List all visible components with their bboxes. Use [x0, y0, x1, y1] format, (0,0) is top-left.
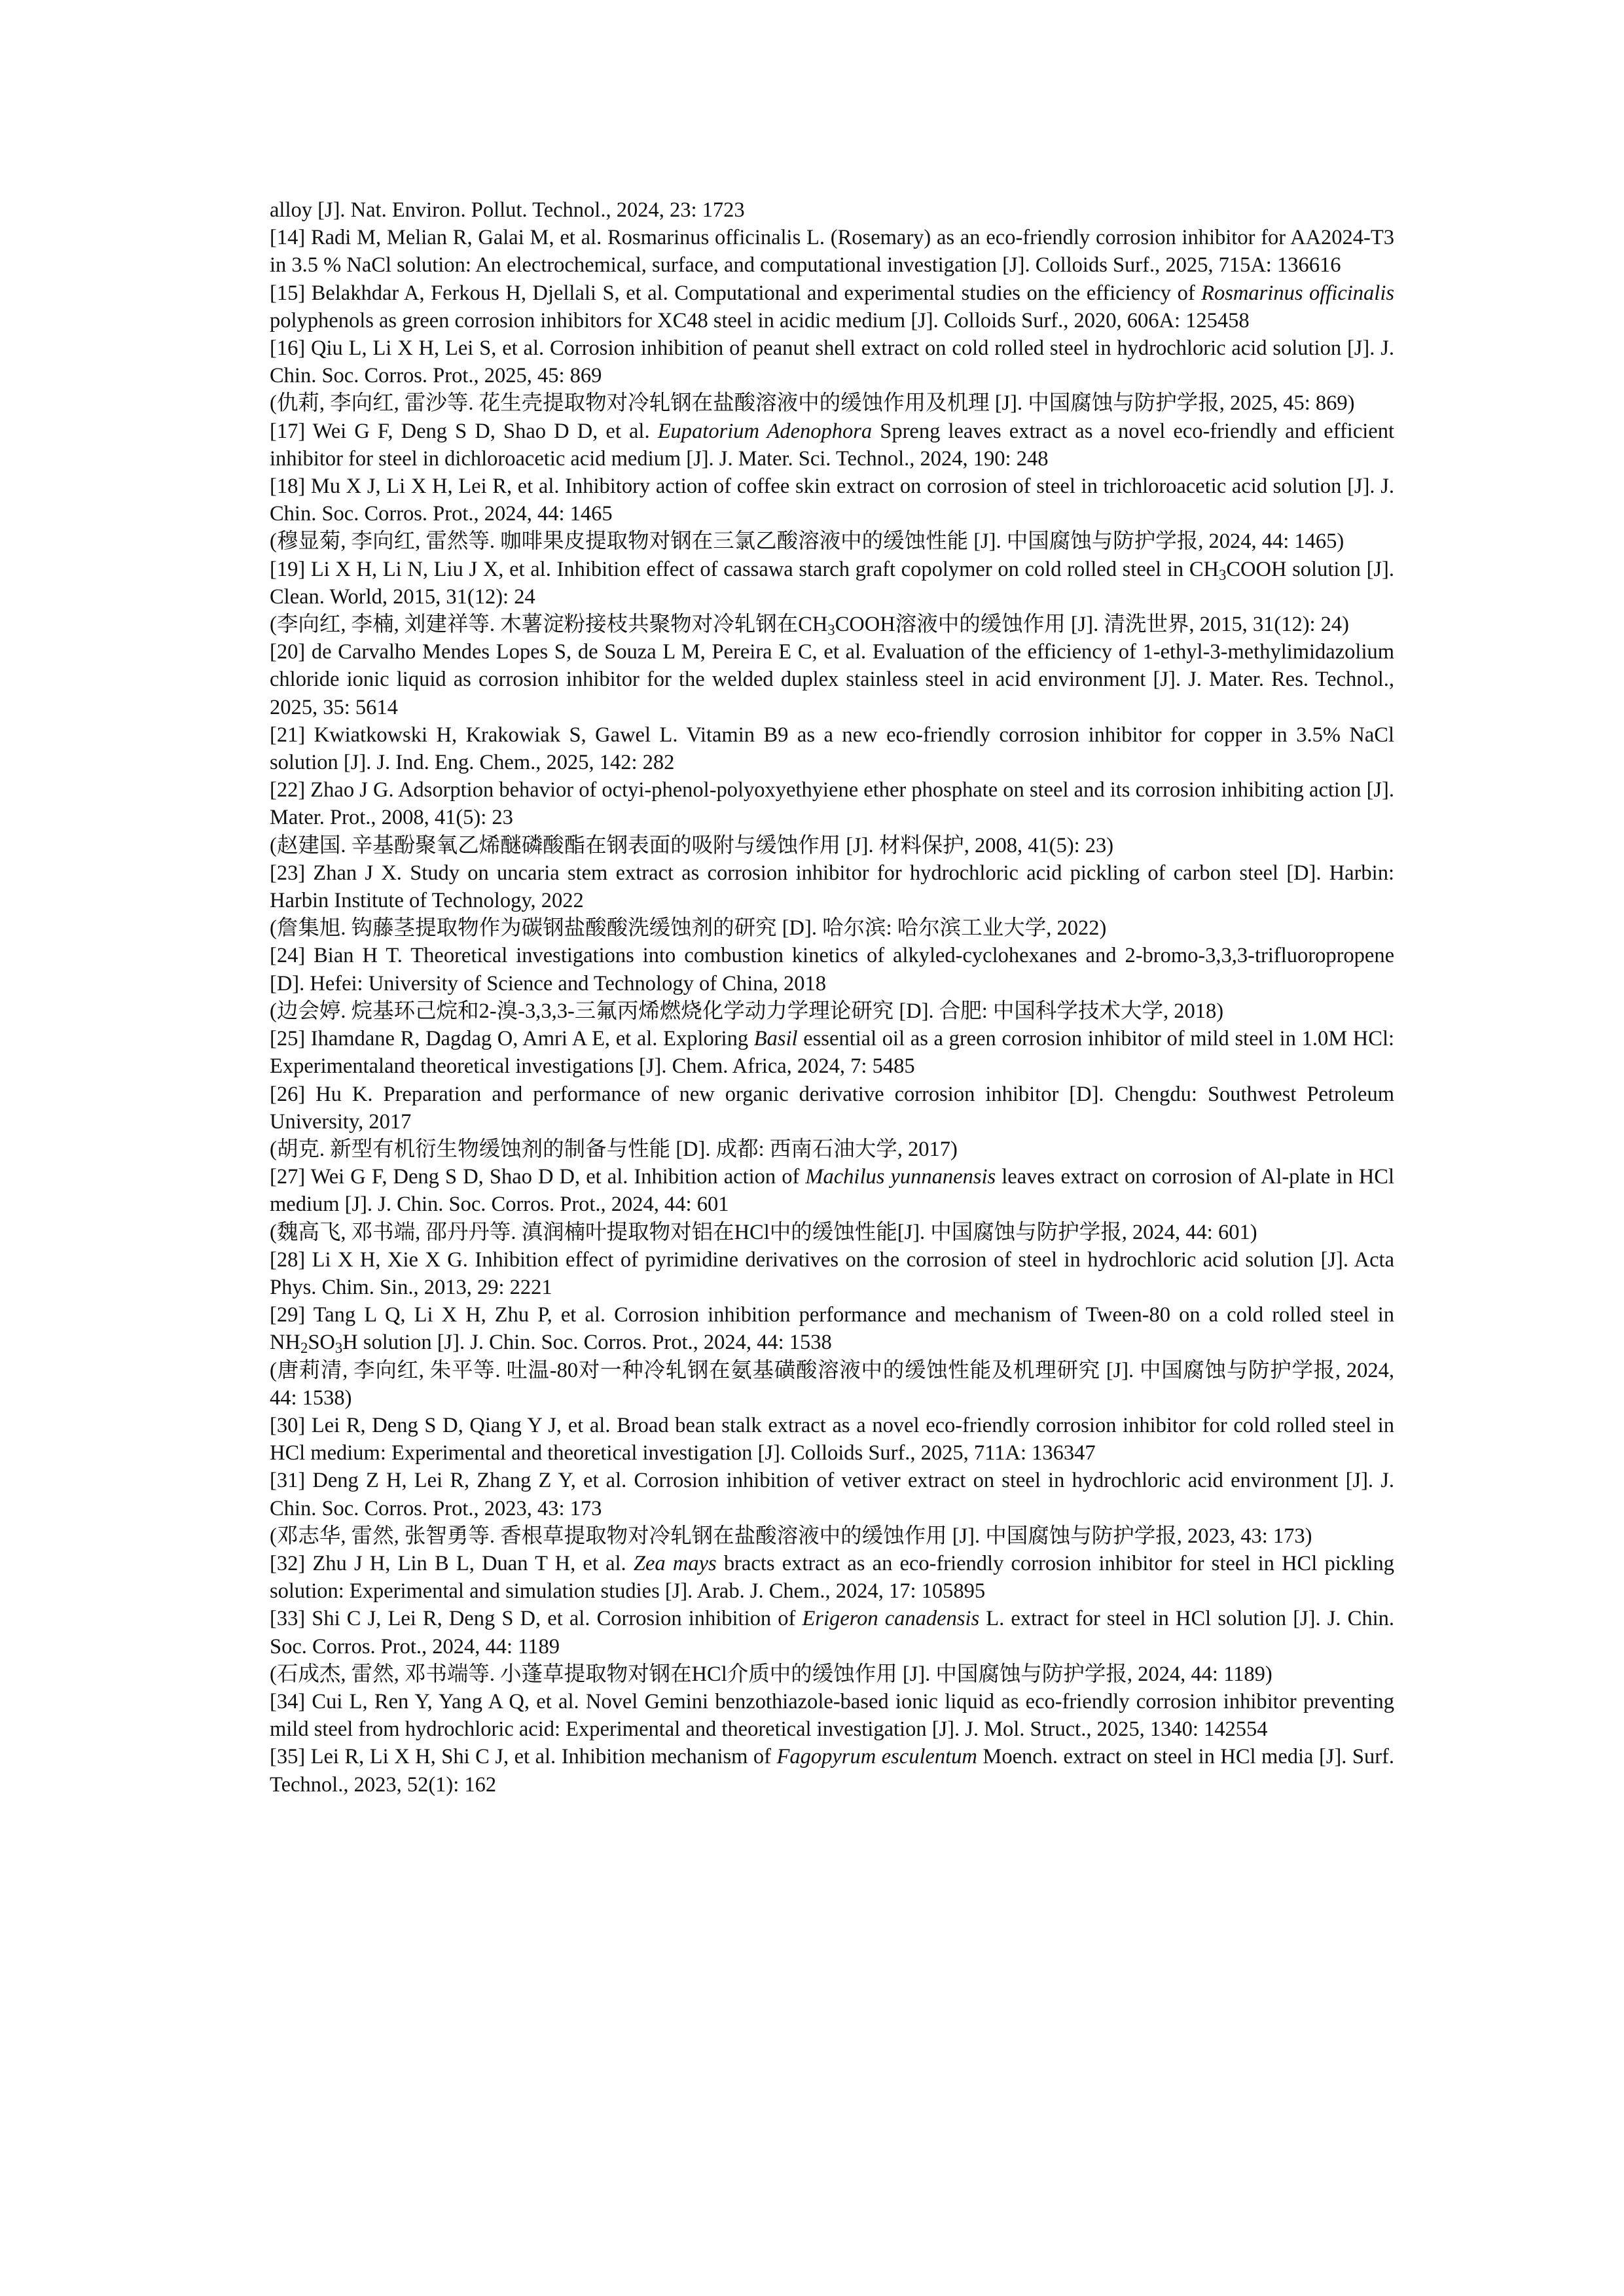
species-name: Erigeron canadensis [802, 1607, 980, 1631]
reference-translation [270, 1219, 1394, 1246]
reference-text: bracts extract as an eco-friendly corrosion inhibitor for steel in HCl pickling solution: Experimental and simulation studies [J]. Arab. J. Chem., 2024, 17: 105895 [270, 1551, 1395, 1604]
subscript: 2 [300, 1340, 308, 1357]
reference-text: [30] Lei R, Deng S D, Qiang Y J, et al. Broad bean stalk extract as a novel eco-friendly corrosion inhibitor for cold rolled steel in HCl medium: Experimental and theoretical investigation [J]. Colloids Surf., 2025, 711A: 136347 [270, 1413, 1394, 1465]
reference-text: [16] Qiu L, Li X H, Lei S, et al. Corrosion inhibition of peanut shell extract on cold rolled steel in hydrochloric acid solution [J]. J. Chin. Soc. Corros. Prot., 2025, 45: 869 [270, 336, 1394, 388]
reference-text: L. extract for steel in HCl solution [J]. J. Chin. Soc. Corros. Prot., 2024, 44: 1189 [270, 1607, 1394, 1659]
reference-entry [270, 1550, 1394, 1605]
reference-text: (穆显菊, 李向红, 雷然等. 咖啡果皮提取物对钢在三氯乙酸溶液中的缓蚀性能 [J]. 中国腐蚀与防护学报, 2024, 44: 1465) [270, 529, 1344, 554]
reference-text: [24] Bian H T. Theoretical investigations into combustion kinetics of alkyled-cyclohexanes and 2-bromo-3,3,3-trifluoropropene [D]. Hefei: University of Science and Technology of China, 2018 [270, 944, 1394, 996]
reference-entry [270, 279, 1394, 334]
species-name: Rosmarinus officinalis [1201, 281, 1394, 305]
reference-entry [270, 1412, 1394, 1467]
reference-translation [270, 1357, 1394, 1412]
species-name: Zea mays [633, 1551, 717, 1575]
reference-text: alloy [J]. Nat. Environ. Pollut. Technol., 2024, 23: 1723 [270, 198, 745, 222]
reference-text: H solution [J]. J. Chin. Soc. Corros. Prot., 2024, 44: 1538 [342, 1331, 832, 1355]
reference-text: Spreng leaves extract as a novel eco-friendly and efficient inhibitor for steel in dichloroacetic acid medium [J]. J. Mater. Sci. Technol., 2024, 190: 248 [270, 419, 1394, 471]
reference-text: [20] de Carvalho Mendes Lopes S, de Souza L M, Pereira E C, et al. Evaluation of the efficiency of 1-ethyl-3-methylimidazolium chloride ionic liquid as corrosion inhibitor for the welded duplex stainless steel in acid environment [J]. J. Mater. Res. Technol., 2025, 35: 5614 [270, 640, 1394, 719]
reference-entry [270, 1246, 1394, 1301]
reference-translation [270, 914, 1394, 942]
species-name: Machilus yunnanensis [805, 1165, 996, 1189]
reference-text: (胡克. 新型有机衍生物缓蚀剂的制备与性能 [D]. 成都: 西南石油大学, 2017) [270, 1137, 958, 1161]
species-name: Fagopyrum esculentum [776, 1745, 977, 1769]
reference-entry [270, 1688, 1394, 1743]
reference-text: polyphenols as green corrosion inhibitors for XC48 steel in acidic medium [J]. Colloids Surf., 2020, 606A: 125458 [270, 308, 1250, 332]
reference-entry [270, 334, 1394, 389]
reference-translation [270, 1522, 1394, 1550]
reference-text: [26] Hu K. Preparation and performance of new organic derivative corrosion inhibitor [D]. Chengdu: Southwest Petroleum University, 2017 [270, 1082, 1394, 1134]
reference-text: [34] Cui L, Ren Y, Yang A Q, et al. Novel Gemini benzothiazole-based ionic liquid as eco-friendly corrosion inhibitor preventing mild steel from hydrochloric acid: Experimental and theoretical investigation [J]. J. Mol. Struct., 2025, 1340: 142554 [270, 1689, 1394, 1742]
reference-text: leaves extract on corrosion of Al-plate in HCl medium [J]. J. Chin. Soc. Corros. Prot., 2024, 44: 601 [270, 1165, 1394, 1217]
subscript: 3 [1219, 566, 1227, 583]
species-name: Basil [753, 1027, 798, 1051]
reference-text: COOH溶液中的缓蚀作用 [J]. 清洗世界, 2015, 31(12): 24) [835, 613, 1349, 637]
reference-text: (赵建国. 辛基酚聚氧乙烯醚磷酸酯在钢表面的吸附与缓蚀作用 [J]. 材料保护, 2008, 41(5): 23) [270, 833, 1114, 857]
reference-text: [28] Li X H, Xie X G. Inhibition effect of pyrimidine derivatives on the corrosion of steel in hydrochloric acid solution [J]. Acta Phys. Chim. Sin., 2013, 29: 2221 [270, 1247, 1394, 1299]
reference-text: (邓志华, 雷然, 张智勇等. 香根草提取物对冷轧钢在盐酸溶液中的缓蚀作用 [J]. 中国腐蚀与防护学报, 2023, 43: 173) [270, 1524, 1312, 1548]
reference-entry [270, 224, 1394, 279]
reference-text: [21] Kwiatkowski H, Krakowiak S, Gawel L. Vitamin B9 as a new eco-friendly corrosion inhibitor for copper in 3.5% NaCl solution [J]. J. Ind. Eng. Chem., 2025, 142: 282 [270, 723, 1394, 775]
reference-entry [270, 1467, 1394, 1522]
reference-text: [19] Li X H, Li N, Liu J X, et al. Inhibition effect of cassawa starch graft copolymer on cold rolled steel in CH [270, 557, 1219, 581]
reference-text: (石成杰, 雷然, 邓书端等. 小蓬草提取物对钢在HCl介质中的缓蚀作用 [J]. 中国腐蚀与防护学报, 2024, 44: 1189) [270, 1662, 1272, 1686]
reference-entry [270, 776, 1394, 831]
reference-translation [270, 389, 1394, 417]
reference-text: (魏高飞, 邓书端, 邵丹丹等. 滇润楠叶提取物对铝在HCl中的缓蚀性能[J]. 中国腐蚀与防护学报, 2024, 44: 601) [270, 1220, 1257, 1244]
reference-text: [15] Belakhdar A, Ferkous H, Djellali S, et al. Computational and experimental studies on the efficiency of [270, 281, 1202, 305]
subscript: 3 [334, 1340, 343, 1357]
reference-text: [32] Zhu J H, Lin B L, Duan T H, et al. [270, 1551, 634, 1575]
reference-text: [23] Zhan J X. Study on uncaria stem extract as corrosion inhibitor for hydrochloric acid pickling of carbon steel [D]. Harbin: Harbin Institute of Technology, 2022 [270, 861, 1394, 913]
reference-text: [33] Shi C J, Lei R, Deng S D, et al. Corrosion inhibition of [270, 1607, 803, 1631]
reference-text: [18] Mu X J, Li X H, Lei R, et al. Inhibitory action of coffee skin extract on corrosion of steel in trichloroacetic acid solution [J]. J. Chin. Soc. Corros. Prot., 2024, 44: 1465 [270, 475, 1394, 526]
reference-entry [270, 473, 1394, 528]
reference-text: [22] Zhao J G. Adsorption behavior of octyi-phenol-polyoxyethyiene ether phosphate on steel and its corrosion inhibiting action [J]. Mater. Prot., 2008, 41(5): 23 [270, 778, 1394, 830]
species-name: Eupatorium Adenophora [657, 419, 873, 443]
reference-text: (唐莉清, 李向红, 朱平等. 吐温-80对一种冷轧钢在氨基磺酸溶液中的缓蚀性能及机理研究 [J]. 中国腐蚀与防护学报, 2024, 44: 1538) [270, 1358, 1394, 1410]
reference-translation [270, 997, 1394, 1025]
reference-entry [270, 1025, 1394, 1080]
reference-text: [35] Lei R, Li X H, Shi C J, et al. Inhibition mechanism of [270, 1745, 777, 1769]
reference-text: [31] Deng Z H, Lei R, Zhang Z Y, et al. Corrosion inhibition of vetiver extract on steel in hydrochloric acid environment [J]. J. Chin. Soc. Corros. Prot., 2023, 43: 173 [270, 1469, 1394, 1520]
reference-text: [25] Ihamdane R, Dagdag O, Amri A E, et al. Exploring [270, 1027, 754, 1051]
reference-translation [270, 528, 1394, 555]
reference-entry [270, 638, 1394, 721]
reference-text: SO [308, 1331, 335, 1355]
subscript: 3 [827, 622, 835, 639]
reference-entry [270, 1081, 1394, 1136]
reference-text: (仇莉, 李向红, 雷沙等. 花生壳提取物对冷轧钢在盐酸溶液中的缓蚀作用及机理 [J]. 中国腐蚀与防护学报, 2025, 45: 869) [270, 391, 1355, 416]
reference-text: [17] Wei G F, Deng S D, Shao D D, et al. [270, 419, 658, 443]
reference-text: Moench. extract on steel in HCl media [J]. Surf. Technol., 2023, 52(1): 162 [270, 1745, 1395, 1797]
reference-text: (詹集旭. 钩藤茎提取物作为碳钢盐酸酸洗缓蚀剂的研究 [D]. 哈尔滨: 哈尔滨工业大学, 2022) [270, 916, 1107, 941]
reference-text: [14] Radi M, Melian R, Galai M, et al. Rosmarinus officinalis L. (Rosemary) as an eco-friendly corrosion inhibitor for AA2024-T3 in 3.5 % NaCl solution: An electrochemical, surface, and computational investigation [J]. Colloids Surf., 2025, 715A: 136616 [270, 226, 1394, 278]
reference-translation [270, 1136, 1394, 1163]
reference-translation [270, 1660, 1394, 1688]
reference-entry [270, 418, 1394, 473]
reference-text: (边会婷. 烷基环己烷和2-溴-3,3,3-三氟丙烯燃烧化学动力学理论研究 [D]. 合肥: 中国科学技术大学, 2018) [270, 999, 1224, 1023]
reference-entry [270, 942, 1394, 997]
reference-entry [270, 1743, 1394, 1798]
reference-entry [270, 1605, 1394, 1660]
reference-entry [270, 859, 1394, 914]
reference-translation [270, 832, 1394, 859]
reference-text: [27] Wei G F, Deng S D, Shao D D, et al. Inhibition action of [270, 1165, 806, 1189]
reference-text: [29] Tang L Q, Li X H, Zhu P, et al. Corrosion inhibition performance and mechanism of Tween-80 on a cold rolled steel in NH [270, 1303, 1394, 1355]
reference-entry [270, 196, 1394, 224]
reference-entry [270, 1301, 1394, 1356]
reference-list [270, 196, 1394, 1799]
reference-text: (李向红, 李楠, 刘建祥等. 木薯淀粉接枝共聚物对冷轧钢在CH [270, 613, 828, 637]
reference-entry [270, 556, 1394, 611]
reference-text: essential oil as a green corrosion inhibitor of mild steel in 1.0M HCl: Experimentaland theoretical investigations [J]. Chem. Africa, 2024, 7: 5485 [270, 1027, 1395, 1079]
reference-translation [270, 611, 1394, 638]
reference-entry [270, 721, 1394, 776]
reference-entry [270, 1163, 1394, 1218]
reference-text: COOH solution [J]. Clean. World, 2015, 31(12): 24 [270, 557, 1394, 609]
